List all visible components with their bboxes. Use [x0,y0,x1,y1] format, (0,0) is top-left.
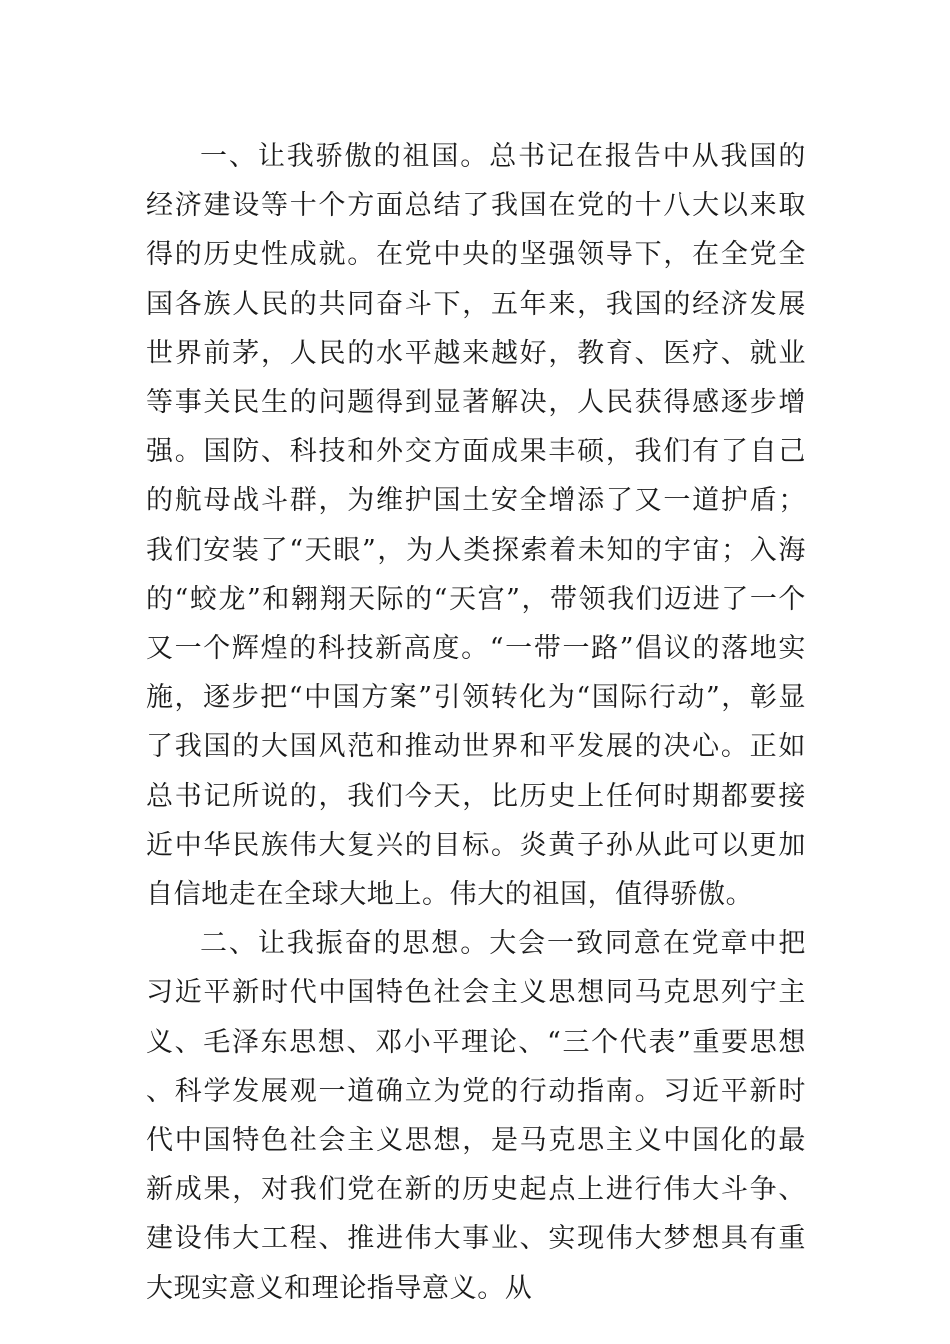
paragraph-2: 二、让我振奋的思想。大会一致同意在党章中把习近平新时代中国特色社会主义思想同马克思列宁主义、毛泽东思想、邓小平理论、“三个代表”重要思想、科学发展观一道确立为党的行动指南。习近平新时代中国特色社会主义思想，是马克思主义中国化的最新成果，对我们党在新的历史起点上进行伟大斗争、建设伟大工程、推进伟大事业、实现伟大梦想具有重大现实意义和理论指导意义。从 [146,928,806,1304]
paragraph-1: 一、让我骄傲的祖国。总书记在报告中从我国的经济建设等十个方面总结了我国在党的十八大以来取得的历史性成就。在党中央的坚强领导下，在全党全国各族人民的共同奋斗下，五年来，我国的经济发展世界前茅，人民的水平越来越好，教育、医疗、就业等事关民生的问题得到显著解决，人民获得感逐步增强。国防、科技和外交方面成果丰硕，我们有了自己的航母战斗群，为维护国土安全增添了又一道护盾；我们安装了“天眼”，为人类探索着未知的宇宙；入海的“蛟龙”和翱翔天际的“天宫”，带领我们迈进了一个又一个辉煌的科技新高度。“一带一路”倡议的落地实施，逐步把“中国方案”引领转化为“国际行动”，彰显了我国的大国风范和推动世界和平发展的决心。正如总书记所说的，我们今天，比历史上任何时期都要接近中华民族伟大复兴的目标。炎黄子孙从此可以更加自信地走在全球大地上。伟大的祖国，值得骄傲。 [146,141,806,911]
document-body [146,132,806,1313]
